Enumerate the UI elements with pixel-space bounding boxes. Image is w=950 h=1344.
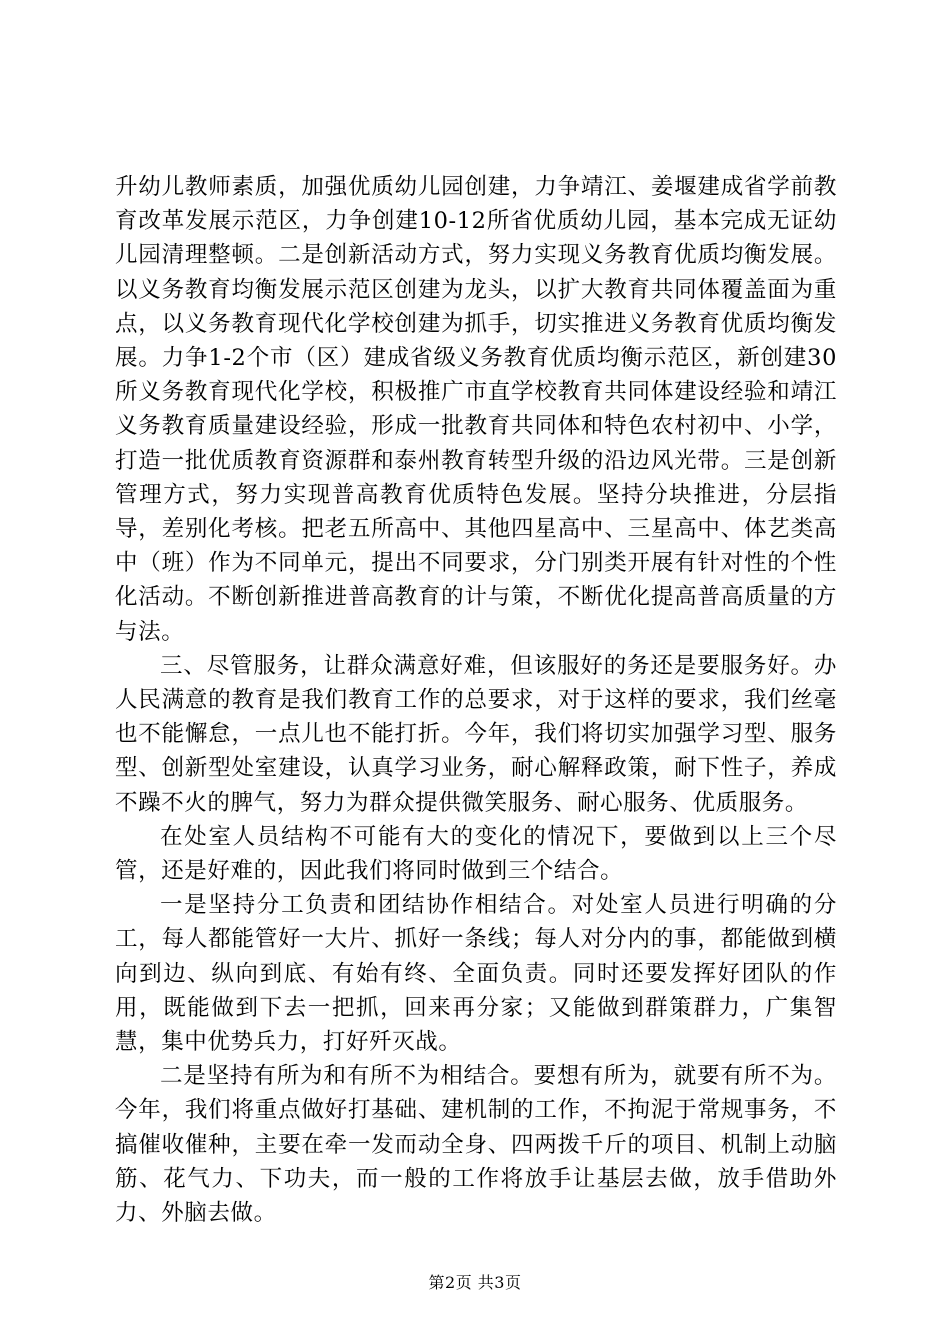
- paragraph: 二是坚持有所为和有所不为相结合。要想有所为，就要有所不为。今年，我们将重点做好打基础、建机制的工作，不拘泥于常规事务，不搞催收催种，主要在牵一发而动全身、四两拨千斤的项目、机制上动脑筋、花气力、下功夫，而一般的工作将放手让基层去做，放手借助外力、外脑去做。: [115, 1063, 837, 1227]
- paragraph: 升幼儿教师素质，加强优质幼儿园创建，力争靖江、姜堰建成省学前教育改革发展示范区，力争创建10-12所省优质幼儿园，基本完成无证幼儿园清理整顿。二是创新活动方式，努力实现义务教育优质均衡发展。以义务教育均衡发展示范区创建为龙头，以扩大教育共同体覆盖面为重点，以义务教育现代化学校创建为抓手，切实推进义务教育优质均衡发展。力争1-2个市（区）建成省级义务教育优质均衡示范区，新创建30所义务教育现代化学校，积极推广市直学校教育共同体建设经验和靖江义务教育质量建设经验，形成一批教育共同体和特色农村初中、小学，打造一批优质教育资源群和泰州教育转型升级的沿边风光带。三是创新管理方式，努力实现普高教育优质特色发展。坚持分块推进，分层指导，差别化考核。把老五所高中、其他四星高中、三星高中、体艺类高中（班）作为不同单元，提出不同要求，分门别类开展有针对性的个性化活动。不断创新推进普高教育的计与策，不断优化提高普高质量的方与法。: [115, 174, 837, 645]
- paragraph: 在处室人员结构不可能有大的变化的情况下，要做到以上三个尽管，还是好难的，因此我们将同时做到三个结合。: [115, 823, 837, 885]
- page-number-footer: 第2页 共3页: [428, 1273, 522, 1292]
- document-body: [115, 170, 837, 1230]
- paragraph: 一是坚持分工负责和团结协作相结合。对处室人员进行明确的分工，每人都能管好一大片、抓好一条线；每人对分内的事，都能做到横向到边、纵向到底、有始有终、全面负责。同时还要发挥好团队的作用，既能做到下去一把抓，回来再分家；又能做到群策群力，广集智慧，集中优势兵力，打好歼灭战。: [115, 892, 837, 1056]
- paragraph: 三、尽管服务，让群众满意好难，但该服好的务还是要服务好。办人民满意的教育是我们教育工作的总要求，对于这样的要求，我们丝毫也不能懈怠，一点儿也不能打折。今年，我们将切实加强学习型、服务型、创新型处室建设，认真学习业务，耐心解释政策，耐下性子，养成不躁不火的脾气，努力为群众提供微笑服务、耐心服务、优质服务。: [115, 652, 837, 816]
